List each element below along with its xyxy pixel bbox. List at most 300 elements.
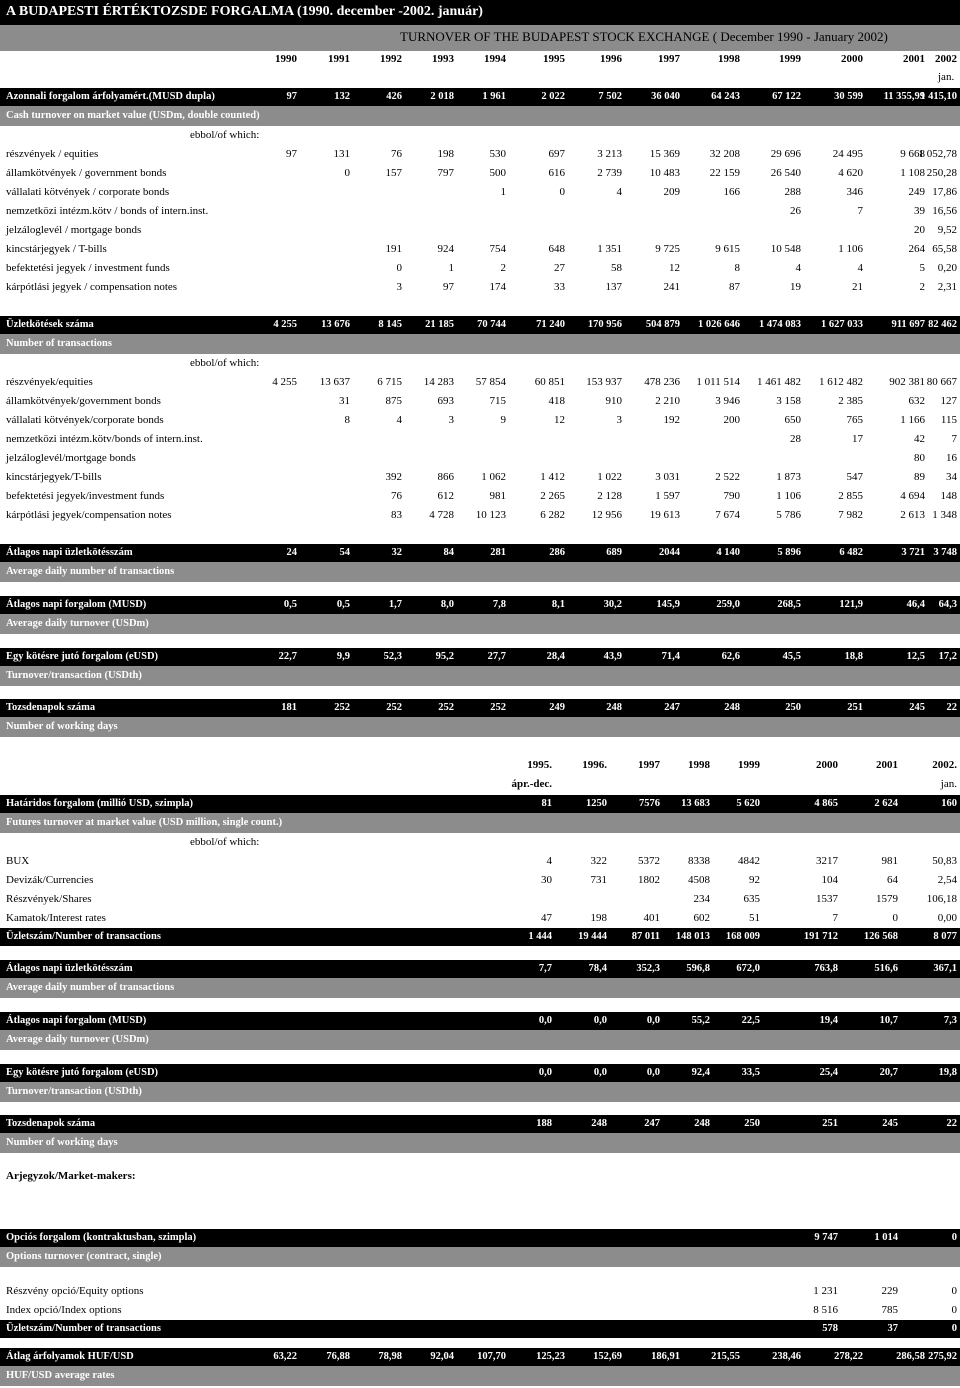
transaction-row-value: 2 613 <box>900 509 925 521</box>
futures-summary-value: 19,8 <box>938 1067 957 1078</box>
futures-total-value: 4 865 <box>814 798 838 809</box>
transaction-row-value: 192 <box>663 414 680 426</box>
transaction-row-value: 1 106 <box>776 490 801 502</box>
options-tx-value: 0 <box>951 1323 957 1334</box>
futures-summary-value: 22 <box>946 1118 957 1129</box>
year-header: 1994 <box>484 53 506 65</box>
cash-row-value: 20 <box>914 224 925 236</box>
transactions-en-bar <box>0 334 960 354</box>
cash-row-value: 12 <box>669 262 680 274</box>
futures-row-value: 104 <box>821 874 838 886</box>
year-header: 1992 <box>380 53 402 65</box>
transaction-row-value: 902 381 <box>889 376 925 388</box>
transaction-row-value: 115 <box>940 414 957 426</box>
futures-year-header: 2002. <box>932 759 957 771</box>
cash-row-value: 7 <box>857 205 863 217</box>
transaction-row-value: 89 <box>914 471 925 483</box>
cash-total-value: 67 122 <box>772 91 801 102</box>
futures-year-sub: jan. <box>940 778 957 790</box>
transaction-row-value: 34 <box>946 471 957 483</box>
summary-value: 28,4 <box>546 651 565 662</box>
futures-summary-value: 0,0 <box>538 1015 552 1026</box>
summary-value: 12,5 <box>906 651 925 662</box>
options-en-label: Options turnover (contract, single) <box>6 1251 162 1262</box>
cash-row-value: 15 369 <box>649 148 680 160</box>
rates-value: 238,46 <box>772 1351 801 1362</box>
cash-row-value: 9,52 <box>937 224 957 236</box>
futures-summary-value: 672,0 <box>736 963 760 974</box>
transaction-row-value: 148 <box>940 490 957 502</box>
transactions-label: Üzletkötések száma <box>6 319 94 330</box>
options-tx-label: Üzletszám/Number of transactions <box>6 1323 161 1334</box>
futures-total-value: 13 683 <box>681 798 710 809</box>
transaction-row-value: 42 <box>914 433 925 445</box>
cash-row-value: 10 483 <box>649 167 680 179</box>
summary-value: 9,9 <box>336 651 350 662</box>
cash-row-value: 2 <box>500 262 506 274</box>
futures-summary-value: 78,4 <box>588 963 607 974</box>
rates-value: 186,91 <box>651 1351 680 1362</box>
cash-row-value: 137 <box>605 281 622 293</box>
summary-value: 252 <box>386 702 402 713</box>
cash-total-value: 1 961 <box>482 91 506 102</box>
futures-summary-value: 10,7 <box>879 1015 898 1026</box>
futures-summary-value: 247 <box>644 1118 660 1129</box>
transactions-total-value: 911 697 <box>891 319 925 330</box>
transaction-row-value: 3 031 <box>655 471 680 483</box>
futures-summary-value: 33,5 <box>741 1067 760 1078</box>
transaction-row-value: 60 851 <box>534 376 565 388</box>
cash-row-value: 198 <box>437 148 454 160</box>
futures-row-value: 106,18 <box>926 893 957 905</box>
transactions-total-value: 4 255 <box>273 319 297 330</box>
cash-turnover-en-label: Cash turnover on market value (USDm, double counted) <box>6 110 260 121</box>
futures-summary-value: 22,5 <box>741 1015 760 1026</box>
cash-row-value: 9 725 <box>655 243 680 255</box>
jan-label: jan. <box>938 71 955 83</box>
options-tx-value: 37 <box>887 1323 898 1334</box>
cash-row-value: 0 <box>396 262 402 274</box>
year-header: 1995 <box>543 53 565 65</box>
transaction-row-value: 31 <box>339 395 350 407</box>
transaction-row-value: 910 <box>605 395 622 407</box>
page-title: A BUDAPESTI ÉRTÉKTOZSDE FORGALMA (1990. december -2002. január) <box>6 4 483 19</box>
cash-total-value: 36 040 <box>651 91 680 102</box>
cash-row-value: 648 <box>548 243 565 255</box>
futures-summary-value: 596,8 <box>686 963 710 974</box>
summary-value: 0,5 <box>336 599 350 610</box>
transaction-row-value: 1 062 <box>481 471 506 483</box>
futures-summary-value: 516,6 <box>874 963 898 974</box>
cash-row-value: 264 <box>908 243 925 255</box>
summary-label: Tozsdenapok száma <box>6 702 96 713</box>
summary-label: Egy kötésre jutó forgalom (eUSD) <box>6 651 159 662</box>
transaction-row-value: 14 283 <box>423 376 454 388</box>
summary-value: 247 <box>664 702 680 713</box>
page-subtitle: TURNOVER OF THE BUDAPEST STOCK EXCHANGE ( December 1990 - January 2002) <box>400 29 888 44</box>
futures-summary-en-label: Number of working days <box>6 1137 118 1148</box>
cash-row-value: 209 <box>663 186 680 198</box>
cash-turnover-label: Azonnali forgalom árfolyamért.(MUSD dupla) <box>6 91 215 102</box>
transaction-row-value: 547 <box>846 471 863 483</box>
cash-row-value: 0 <box>344 167 350 179</box>
summary-value: 281 <box>490 547 506 558</box>
futures-label: Határidos forgalom (millió USD, szimpla) <box>6 798 193 809</box>
cash-row-value: 26 <box>790 205 801 217</box>
options-row-value: 229 <box>881 1285 898 1297</box>
summary-value: 46,4 <box>906 599 925 610</box>
futures-summary-value: 0,0 <box>593 1015 607 1026</box>
transaction-row-label: jelzáloglevél/mortgage bonds <box>6 452 136 464</box>
futures-summary-en-label: Average daily number of transactions <box>6 982 175 993</box>
cash-row-value: 166 <box>723 186 740 198</box>
options-row-value: 8 516 <box>813 1304 838 1316</box>
summary-value: 121,9 <box>839 599 863 610</box>
futures-summary-value: 0,0 <box>593 1067 607 1078</box>
futures-row-value: 50,83 <box>932 855 957 867</box>
cash-row-value: 0,20 <box>937 262 957 274</box>
transaction-row-value: 6 715 <box>377 376 402 388</box>
transactions-total-value: 70 744 <box>477 319 506 330</box>
summary-en-bar <box>0 717 960 737</box>
summary-value: 24 <box>286 547 297 558</box>
summary-value: 248 <box>606 702 622 713</box>
transaction-row-value: 2 385 <box>838 395 863 407</box>
options-row-value: 0 <box>951 1285 957 1297</box>
summary-value: 252 <box>334 702 350 713</box>
cash-total-value: 426 <box>386 91 402 102</box>
transaction-row-value: 1 412 <box>540 471 565 483</box>
futures-tx-value: 1 444 <box>528 931 552 942</box>
transaction-row-value: 392 <box>385 471 402 483</box>
options-row-value: 785 <box>881 1304 898 1316</box>
transactions-total-value: 504 879 <box>645 319 680 330</box>
futures-summary-value: 188 <box>536 1118 552 1129</box>
cash-row-value: 17,86 <box>932 186 957 198</box>
futures-summary-label: Átlagos napi forgalom (MUSD) <box>6 1015 147 1026</box>
futures-row-value: 981 <box>881 855 898 867</box>
transaction-row-value: 12 956 <box>591 509 622 521</box>
futures-summary-value: 92,4 <box>691 1067 710 1078</box>
transactions-total-value: 1 474 083 <box>759 319 801 330</box>
year-header: 1996 <box>600 53 622 65</box>
futures-row-value: 1579 <box>876 893 898 905</box>
cash-row-value: 3 <box>396 281 402 293</box>
transaction-row-value: 28 <box>790 433 801 445</box>
futures-summary-value: 7,7 <box>538 963 552 974</box>
cash-row-label: jelzáloglevél / mortgage bonds <box>6 224 142 236</box>
futures-summary-value: 0,0 <box>538 1067 552 1078</box>
cash-row-value: 249 <box>908 186 925 198</box>
cash-row-value: 9 668 <box>900 148 925 160</box>
futures-row-value: 8338 <box>688 855 710 867</box>
transaction-row-value: 12 <box>554 414 565 426</box>
futures-tx-value: 191 712 <box>803 931 838 942</box>
futures-total-value: 1250 <box>586 798 607 809</box>
year-header: 2001 <box>903 53 925 65</box>
futures-summary-value: 25,4 <box>819 1067 838 1078</box>
cash-row-value: 16,56 <box>932 205 957 217</box>
futures-summary-value: 245 <box>882 1118 898 1129</box>
rates-value: 215,55 <box>711 1351 740 1362</box>
transactions-total-value: 1 026 646 <box>698 319 740 330</box>
transaction-row-value: 418 <box>548 395 565 407</box>
summary-value: 268,5 <box>777 599 801 610</box>
year-header: 1990 <box>275 53 297 65</box>
futures-total-value: 81 <box>541 798 552 809</box>
summary-value: 145,9 <box>656 599 680 610</box>
futures-row-value: 4508 <box>688 874 710 886</box>
summary-value: 45,5 <box>782 651 801 662</box>
cash-row-value: 2 <box>919 281 925 293</box>
transaction-row-value: 875 <box>385 395 402 407</box>
summary-value: 286 <box>549 547 565 558</box>
futures-total-value: 7576 <box>639 798 660 809</box>
transaction-row-value: 7 982 <box>838 509 863 521</box>
cash-row-value: 530 <box>489 148 506 160</box>
cash-row-value: 1 052,78 <box>918 148 957 160</box>
summary-value: 27,7 <box>487 651 506 662</box>
summary-value: 84 <box>443 547 454 558</box>
futures-row-value: 51 <box>749 912 760 924</box>
transaction-row-value: 13 637 <box>319 376 350 388</box>
summary-value: 18,8 <box>844 651 863 662</box>
transaction-row-label: kárpótlási jegyek/compensation notes <box>6 509 172 521</box>
transaction-row-value: 693 <box>437 395 454 407</box>
futures-tx-value: 19 444 <box>578 931 607 942</box>
transaction-row-label: befektetési jegyek/investment funds <box>6 490 165 502</box>
transaction-row-value: 1 612 482 <box>819 376 863 388</box>
cash-row-label: kincstárjegyek / T-bills <box>6 243 107 255</box>
cash-row-value: 97 <box>443 281 454 293</box>
futures-row-value: 4842 <box>738 855 760 867</box>
year-header: 2002 <box>935 53 957 65</box>
cash-row-value: 1 <box>448 262 454 274</box>
futures-tx-label: Üzletszám/Number of transactions <box>6 931 161 942</box>
transaction-row-value: 1 166 <box>900 414 925 426</box>
futures-total-value: 160 <box>941 798 957 809</box>
summary-value: 245 <box>909 702 925 713</box>
year-header: 1998 <box>718 53 740 65</box>
transaction-row-value: 3 <box>616 414 622 426</box>
futures-summary-value: 7,3 <box>943 1015 957 1026</box>
transactions-total-value: 1 627 033 <box>821 319 863 330</box>
futures-summary-value: 251 <box>822 1118 838 1129</box>
options-total-value: 0 <box>951 1232 957 1243</box>
transaction-row-label: részvények/equities <box>6 376 93 388</box>
cash-row-value: 4 <box>857 262 863 274</box>
futures-summary-en-bar <box>0 1082 960 1102</box>
cash-row-value: 29 696 <box>770 148 801 160</box>
summary-value: 252 <box>438 702 454 713</box>
cash-row-value: 19 <box>790 281 801 293</box>
cash-total-value: 30 599 <box>834 91 863 102</box>
transactions-total-value: 170 956 <box>587 319 622 330</box>
year-header: 1999 <box>779 53 801 65</box>
transaction-row-value: 16 <box>946 452 957 464</box>
futures-summary-label: Átlagos napi üzletkötésszám <box>6 963 133 974</box>
futures-tx-value: 87 011 <box>631 931 660 942</box>
transactions-total-value: 82 462 <box>928 319 957 330</box>
futures-summary-value: 20,7 <box>879 1067 898 1078</box>
summary-value: 5 896 <box>777 547 801 558</box>
summary-value: 251 <box>847 702 863 713</box>
summary-en-label: Turnover/transaction (USDth) <box>6 670 142 681</box>
transactions-total-value: 21 185 <box>425 319 454 330</box>
cash-row-value: 4 <box>616 186 622 198</box>
cash-total-value: 97 <box>286 91 297 102</box>
cash-row-value: 2 739 <box>597 167 622 179</box>
summary-value: 2044 <box>659 547 680 558</box>
of-which-label: ebbol/of which: <box>190 357 260 369</box>
transaction-row-value: 715 <box>489 395 506 407</box>
cash-row-value: 26 540 <box>770 167 801 179</box>
transaction-row-value: 650 <box>784 414 801 426</box>
options-row-label: Index opció/Index options <box>6 1304 122 1316</box>
futures-row-value: 322 <box>590 855 607 867</box>
futures-summary-value: 55,2 <box>691 1015 710 1026</box>
cash-row-value: 797 <box>437 167 454 179</box>
options-total-value: 1 014 <box>874 1232 898 1243</box>
transaction-row-value: 3 <box>448 414 454 426</box>
cash-row-value: 1 351 <box>597 243 622 255</box>
cash-row-value: 697 <box>548 148 565 160</box>
summary-en-label: Average daily turnover (USDm) <box>6 618 149 629</box>
transaction-row-value: 83 <box>391 509 402 521</box>
transaction-row-value: 866 <box>437 471 454 483</box>
cash-total-value: 64 243 <box>711 91 740 102</box>
summary-value: 1,7 <box>388 599 402 610</box>
futures-summary-value: 367,1 <box>933 963 957 974</box>
futures-tx-value: 8 077 <box>933 931 957 942</box>
transaction-row-value: 3 946 <box>715 395 740 407</box>
cash-row-value: 22 159 <box>709 167 740 179</box>
futures-row-value: 7 <box>832 912 838 924</box>
cash-row-value: 4 620 <box>838 167 863 179</box>
cash-row-label: részvények / equities <box>6 148 99 160</box>
transaction-row-value: 1 022 <box>597 471 622 483</box>
cash-row-value: 191 <box>385 243 402 255</box>
cash-row-value: 288 <box>784 186 801 198</box>
summary-value: 250 <box>785 702 801 713</box>
transaction-row-value: 2 128 <box>597 490 622 502</box>
year-header: 1991 <box>328 53 350 65</box>
rates-value: 125,23 <box>536 1351 565 1362</box>
summary-value: 54 <box>339 547 350 558</box>
futures-tx-value: 126 568 <box>863 931 898 942</box>
transaction-row-value: 80 <box>914 452 925 464</box>
cash-row-value: 924 <box>437 243 454 255</box>
transaction-row-value: 4 728 <box>429 509 454 521</box>
summary-value: 64,3 <box>938 599 957 610</box>
cash-row-label: államkötvények / government bonds <box>6 167 167 179</box>
transaction-row-value: 5 786 <box>776 509 801 521</box>
cash-row-value: 500 <box>489 167 506 179</box>
futures-summary-en-bar <box>0 1133 960 1153</box>
summary-value: 0,5 <box>283 599 297 610</box>
transaction-row-value: 1 348 <box>932 509 957 521</box>
transaction-row-label: kincstárjegyek/T-bills <box>6 471 102 483</box>
transactions-total-value: 13 676 <box>321 319 350 330</box>
summary-value: 95,2 <box>435 651 454 662</box>
options-row-value: 0 <box>951 1304 957 1316</box>
futures-row-value: 635 <box>743 893 760 905</box>
rates-value: 152,69 <box>593 1351 622 1362</box>
futures-row-value: 602 <box>693 912 710 924</box>
futures-summary-en-label: Turnover/transaction (USDth) <box>6 1086 142 1097</box>
rates-en-label: HUF/USD average rates <box>6 1370 115 1381</box>
futures-summary-label: Egy kötésre jutó forgalom (eUSD) <box>6 1067 159 1078</box>
transaction-row-value: 76 <box>391 490 402 502</box>
futures-row-value: 2,54 <box>937 874 957 886</box>
cash-row-label: nemzetközi intézm.kötv / bonds of intern.inst. <box>6 205 209 217</box>
cash-row-value: 3 213 <box>597 148 622 160</box>
rates-value: 76,88 <box>326 1351 350 1362</box>
transaction-row-value: 2 855 <box>838 490 863 502</box>
rates-en-bar <box>0 1366 960 1386</box>
summary-value: 6 482 <box>839 547 863 558</box>
transaction-row-value: 1 011 514 <box>696 376 740 388</box>
futures-year-header: 2000 <box>816 759 838 771</box>
futures-row-value: 0,00 <box>937 912 957 924</box>
cash-row-label: befektetési jegyek / investment funds <box>6 262 170 274</box>
transaction-row-value: 981 <box>489 490 506 502</box>
cash-total-value: 11 355,99 <box>883 91 925 102</box>
futures-row-value: 234 <box>693 893 710 905</box>
cash-row-value: 97 <box>286 148 297 160</box>
cash-row-value: 241 <box>663 281 680 293</box>
transactions-en-label: Number of transactions <box>6 338 112 349</box>
futures-row-value: 47 <box>541 912 552 924</box>
transaction-row-value: 10 123 <box>475 509 506 521</box>
summary-value: 30,2 <box>603 599 622 610</box>
rates-label: Átlag árfolyamok HUF/USD <box>6 1351 134 1362</box>
futures-year-header: 1997 <box>638 759 660 771</box>
cash-row-value: 58 <box>611 262 622 274</box>
cash-total-value: 7 502 <box>598 91 622 102</box>
cash-row-value: 346 <box>846 186 863 198</box>
transaction-row-value: 1 597 <box>655 490 680 502</box>
cash-row-value: 5 <box>919 262 925 274</box>
summary-value: 71,4 <box>661 651 680 662</box>
rates-value: 63,22 <box>273 1351 297 1362</box>
cash-row-value: 1 108 <box>900 167 925 179</box>
rates-value: 92,04 <box>430 1351 454 1362</box>
futures-year-header: 1995. <box>527 759 552 771</box>
futures-row-value: 92 <box>749 874 760 886</box>
summary-value: 62,6 <box>721 651 740 662</box>
summary-en-label: Average daily number of transactions <box>6 566 175 577</box>
summary-value: 8,0 <box>440 599 454 610</box>
rates-value: 275,92 <box>928 1351 957 1362</box>
transaction-row-value: 4 694 <box>900 490 925 502</box>
futures-row-value: 3217 <box>816 855 838 867</box>
cash-total-value: 132 <box>334 91 350 102</box>
transaction-row-label: nemzetközi intézm.kötv/bonds of intern.inst. <box>6 433 203 445</box>
options-tx-value: 578 <box>822 1323 838 1334</box>
cash-row-value: 9 615 <box>715 243 740 255</box>
transaction-row-value: 57 854 <box>475 376 506 388</box>
cash-row-value: 1 <box>500 186 506 198</box>
futures-year-header: 1996. <box>582 759 607 771</box>
summary-value: 3 748 <box>933 547 957 558</box>
summary-value: 3 721 <box>901 547 925 558</box>
cash-row-value: 33 <box>554 281 565 293</box>
transaction-row-value: 153 937 <box>586 376 622 388</box>
transaction-row-value: 2 265 <box>540 490 565 502</box>
cash-total-value: 2 022 <box>541 91 565 102</box>
futures-row-value: 64 <box>887 874 898 886</box>
